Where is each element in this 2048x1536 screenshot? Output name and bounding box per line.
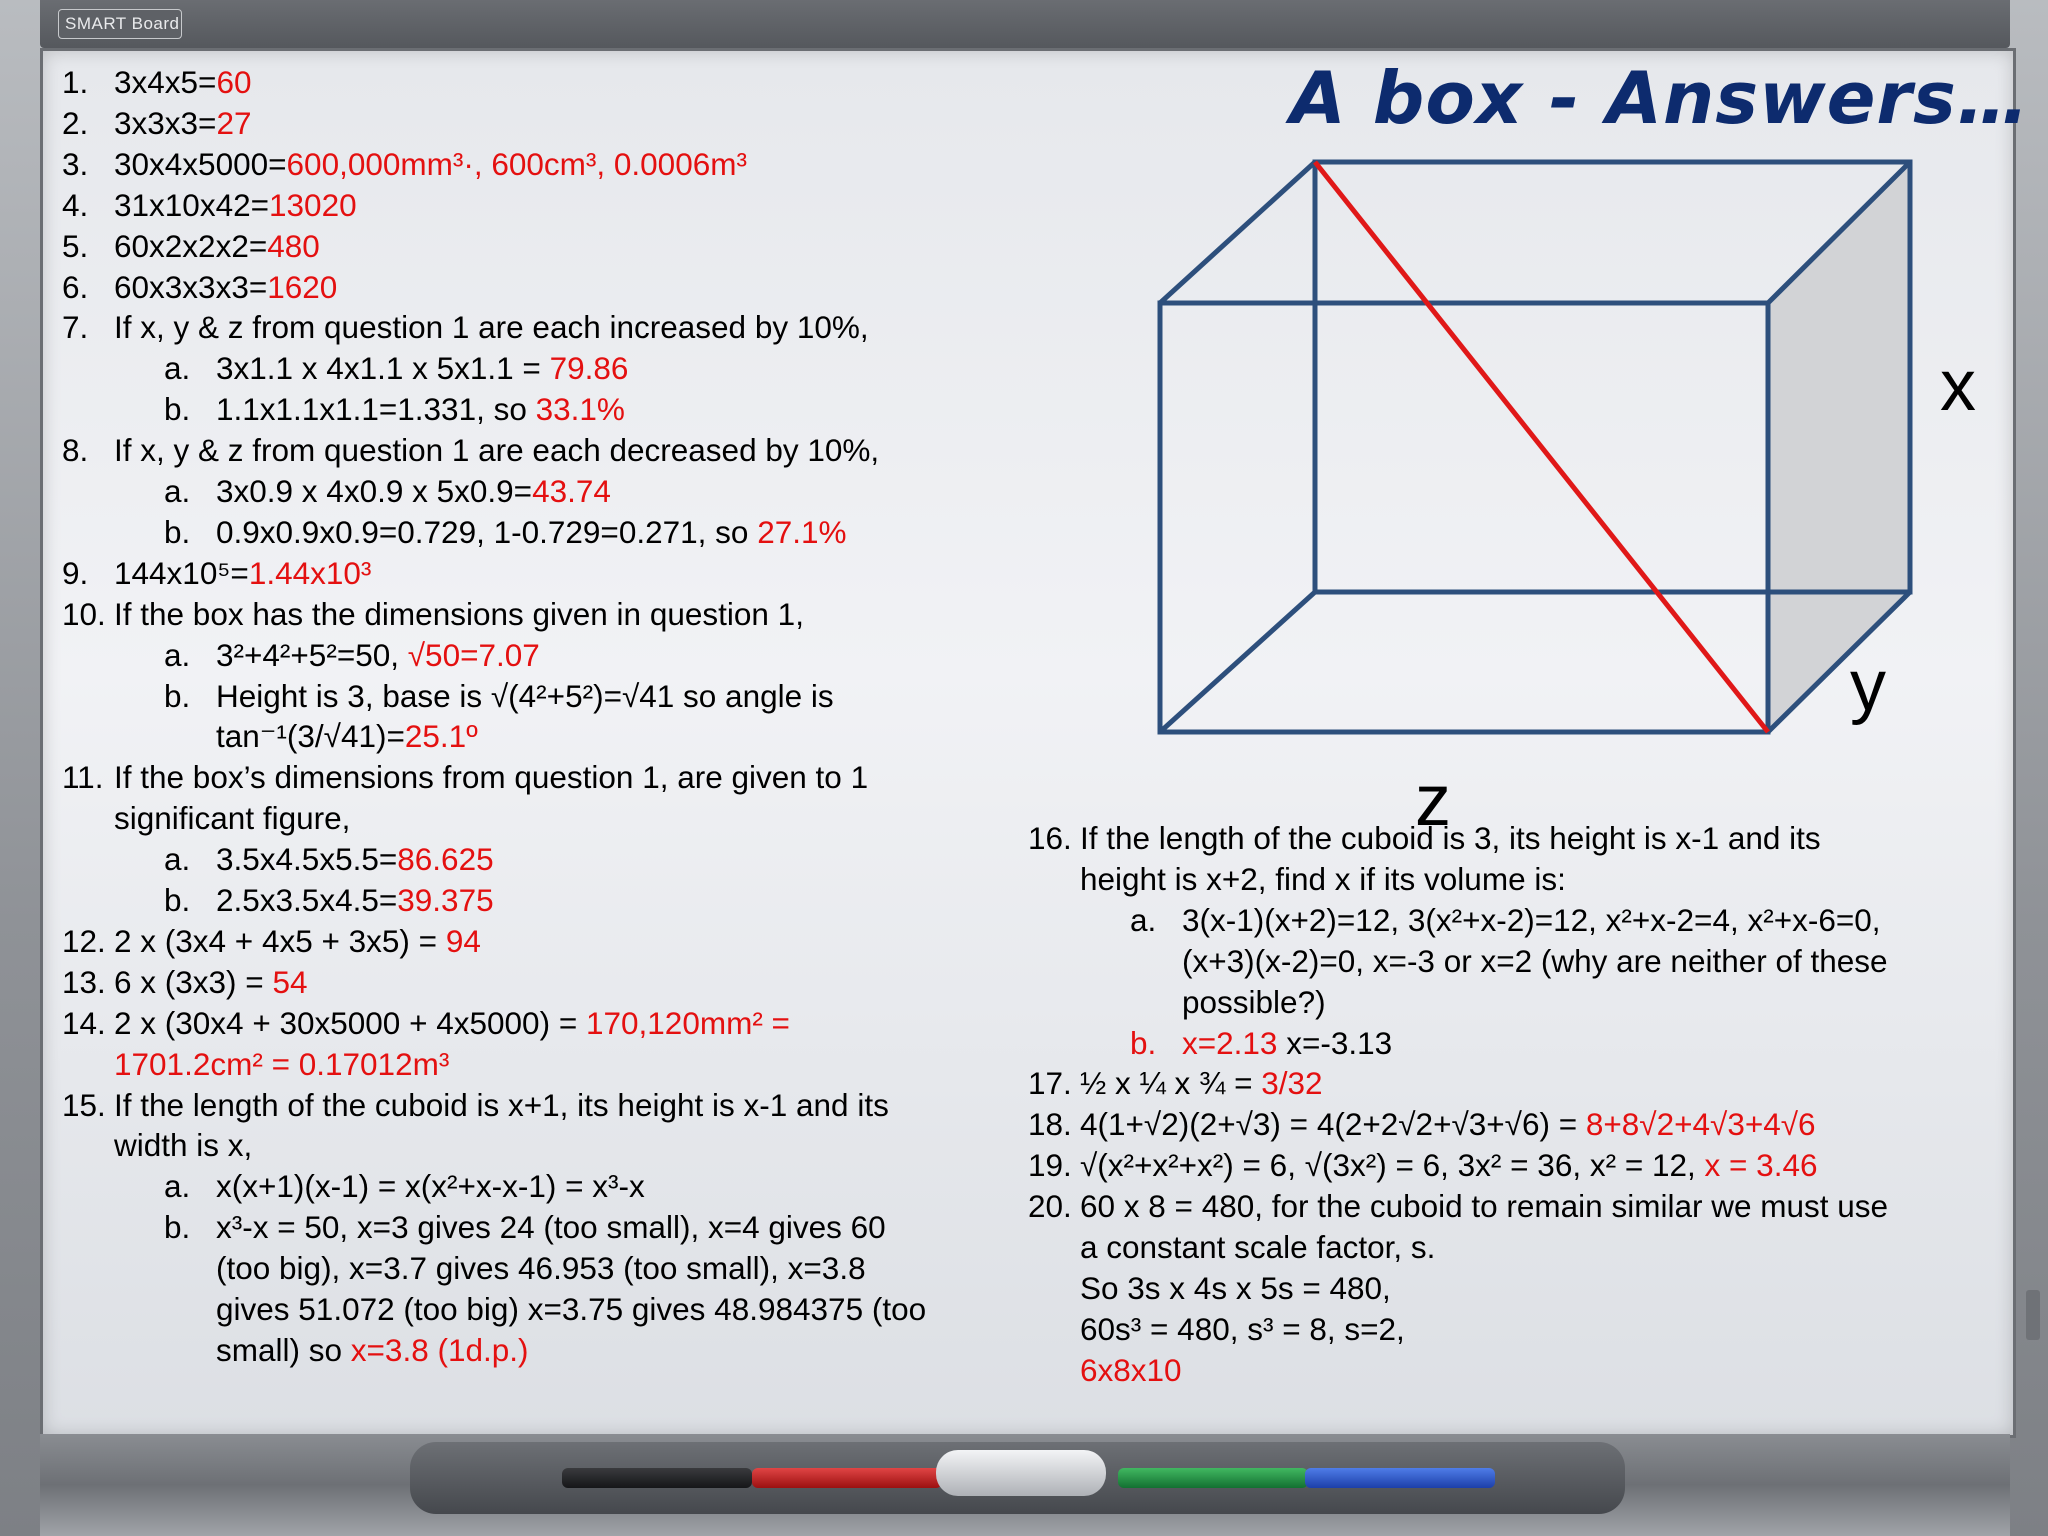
item-text xyxy=(114,553,371,593)
item-question: x(x+1)(x-1) = x(x²+x-x-1) = x³-x xyxy=(216,1168,645,1205)
item-text xyxy=(114,1003,790,1043)
item-answer: 60 xyxy=(216,64,252,100)
item-text xyxy=(114,62,252,102)
item-number: b. xyxy=(164,677,191,714)
item-question: tan⁻¹(3/√41)= xyxy=(216,718,405,755)
item-answer: 39.375 xyxy=(397,882,494,918)
item-text xyxy=(1080,1350,1182,1390)
item-question: 2 x (3x4 + 4x5 + 3x5) = xyxy=(114,922,446,959)
item-answer: 54 xyxy=(272,963,308,1000)
item-answer: 25.1º xyxy=(404,718,478,755)
item-number: 14. xyxy=(62,1004,106,1041)
item-text xyxy=(1080,1104,1816,1144)
item-answer: 170,120mm² = xyxy=(585,1004,790,1041)
item-question: If the box’s dimensions from question 1, are given to 1 xyxy=(114,759,869,796)
item-text xyxy=(216,1330,529,1370)
item-question: Height is 3, base is √(4²+5²)=√41 so angle is xyxy=(216,677,834,714)
item-number: 4. xyxy=(62,186,89,223)
item-question: If the length of the cuboid is 3, its height is x-1 and its xyxy=(1080,820,1821,856)
item-number: 17. xyxy=(1028,1065,1072,1102)
item-number: 20. xyxy=(1028,1188,1072,1225)
item-question: ½ x ¼ x ¾ = xyxy=(1080,1065,1262,1102)
item-answer: 27.1% xyxy=(757,513,847,550)
item-text xyxy=(216,512,847,552)
item-text xyxy=(216,1289,926,1329)
item-number: 7. xyxy=(62,309,89,346)
item-question: So 3s x 4s x 5s = 480, xyxy=(1080,1269,1391,1306)
item-question: significant figure, xyxy=(114,800,351,837)
item-answer: √50=7.07 xyxy=(407,636,540,673)
item-answer: x = 3.46 xyxy=(1704,1147,1818,1184)
item-text xyxy=(1080,1227,1435,1267)
item-answer: 27 xyxy=(216,104,252,141)
item-number: 1. xyxy=(62,64,89,100)
item-question: 60x2x2x2= xyxy=(114,227,268,264)
item-question: If the length of the cuboid is x+1, its height is x-1 and its xyxy=(114,1086,889,1123)
item-number: a. xyxy=(164,841,191,878)
item-question: If x, y & z from question 1 are each increased by 10%, xyxy=(114,309,869,346)
item-number: b. xyxy=(164,513,191,550)
item-text xyxy=(216,1248,866,1288)
item-text xyxy=(216,880,494,920)
item-text xyxy=(114,226,320,266)
item-answer: 33.1% xyxy=(535,391,625,428)
item-number: 3. xyxy=(62,145,89,182)
item-question: 1.1x1.1x1.1=1.331, so xyxy=(216,391,536,428)
item-number: 15. xyxy=(62,1086,106,1123)
item-question: If the box has the dimensions given in question 1, xyxy=(114,595,804,632)
item-question: 60s³ = 480, s³ = 8, s=2, xyxy=(1080,1310,1405,1347)
item-answer: 6x8x10 xyxy=(1080,1351,1182,1388)
item-question: a constant scale factor, s. xyxy=(1080,1229,1436,1265)
item-text xyxy=(114,1125,252,1165)
cuboid-right-face xyxy=(1768,162,1910,732)
item-question: 3(x-1)(x+2)=12, 3(x²+x-2)=12, x²+x-2=4, x²+x-6=0, xyxy=(1182,901,1881,938)
item-answer: 1701.2cm² = 0.17012m³ xyxy=(114,1045,450,1082)
item-text xyxy=(1080,1145,1818,1185)
item-number: b. xyxy=(164,1209,191,1246)
item-answer: 86.625 xyxy=(397,841,494,878)
item-number: 5. xyxy=(62,227,89,264)
cuboid-edge xyxy=(1160,592,1315,732)
cuboid-diagram xyxy=(1140,150,1940,750)
item-number: 8. xyxy=(62,432,89,469)
item-answer: x=2.13 xyxy=(1182,1024,1278,1061)
item-text xyxy=(1182,1023,1392,1063)
item-text xyxy=(114,185,357,225)
item-question: (too big), x=3.7 gives 46.953 (too small), x=3.8 xyxy=(216,1250,866,1287)
item-text xyxy=(114,1044,449,1084)
item-text xyxy=(1182,900,1881,940)
item-number: 16. xyxy=(1028,820,1072,856)
item-question: 6 x (3x3) = xyxy=(114,963,273,1000)
item-number: 2. xyxy=(62,104,89,141)
cuboid-front-face xyxy=(1160,303,1768,732)
item-extra: x=-3.13 xyxy=(1277,1024,1393,1061)
axis-label-z: z xyxy=(1415,761,1451,841)
item-question: gives 51.072 (too big) x=3.75 gives 48.984375 (too xyxy=(216,1291,927,1327)
brand-label: SMART Board xyxy=(65,14,180,33)
item-question: 31x10x42= xyxy=(114,186,270,223)
item-text xyxy=(216,1207,886,1247)
item-question: 3.5x4.5x5.5= xyxy=(216,841,398,878)
item-answer: 13020 xyxy=(269,186,357,223)
red-pen[interactable] xyxy=(752,1468,942,1488)
item-number: a. xyxy=(164,350,191,387)
item-answer: 94 xyxy=(445,922,481,959)
item-question: 3x4x5= xyxy=(114,64,217,100)
item-number: a. xyxy=(1130,901,1157,938)
item-number: 9. xyxy=(62,554,89,591)
item-question: 4(1+√2)(2+√3) = 4(2+2√2+√3+√6) = xyxy=(1080,1106,1586,1143)
item-number: 11. xyxy=(62,759,104,796)
item-text xyxy=(1080,1268,1391,1308)
item-answer: 600,000mm³·, 600cm³, 0.0006m³ xyxy=(286,145,747,182)
item-question: 144x10⁵= xyxy=(114,554,249,591)
item-number: a. xyxy=(164,473,191,509)
item-number: 6. xyxy=(62,268,89,305)
item-text xyxy=(1080,1063,1323,1103)
item-question: height is x+2, find x if its volume is: xyxy=(1080,860,1566,897)
item-text xyxy=(114,307,869,347)
item-question: possible?) xyxy=(1182,983,1326,1020)
item-number: b. xyxy=(164,391,191,428)
cuboid-edge xyxy=(1160,162,1315,303)
item-question: width is x, xyxy=(114,1127,253,1164)
item-text xyxy=(114,267,337,307)
item-answer: 8+8√2+4√3+4√6 xyxy=(1585,1106,1816,1143)
item-number: 12. xyxy=(62,922,106,959)
item-text xyxy=(216,471,611,511)
item-question: (x+3)(x-2)=0, x=-3 or x=2 (why are neither of these xyxy=(1182,942,1888,979)
item-text xyxy=(216,716,478,756)
item-question: 3x1.1 x 4x1.1 x 5x1.1 = xyxy=(216,350,550,387)
item-text xyxy=(114,1085,889,1125)
item-number: b. xyxy=(164,882,191,918)
item-number: b. xyxy=(1130,1024,1157,1061)
item-text xyxy=(114,962,308,1002)
black-pen[interactable] xyxy=(562,1468,752,1488)
item-answer: 1.44x10³ xyxy=(248,554,372,591)
item-text xyxy=(1080,818,1821,858)
item-number: 19. xyxy=(1028,1147,1072,1184)
eraser[interactable] xyxy=(936,1450,1106,1496)
item-text xyxy=(1080,859,1566,899)
item-question: 3x3x3= xyxy=(114,104,217,141)
axis-label-y: y xyxy=(1850,646,1886,726)
item-text xyxy=(114,798,350,838)
item-question: small) so xyxy=(216,1331,351,1368)
item-question: 3²+4²+5²=50, xyxy=(216,636,408,673)
item-question: If x, y & z from question 1 are each decreased by 10%, xyxy=(114,432,880,469)
item-number: a. xyxy=(164,636,191,673)
item-answer: 1620 xyxy=(267,268,338,305)
item-text xyxy=(1080,1309,1405,1349)
item-text xyxy=(114,757,868,797)
item-text xyxy=(1182,941,1888,981)
item-answer: 43.74 xyxy=(532,473,611,509)
board-top-bar xyxy=(40,0,2010,48)
item-answer: x=3.8 (1d.p.) xyxy=(350,1331,529,1368)
item-text xyxy=(216,839,494,879)
item-answer: 480 xyxy=(267,227,320,264)
item-number: a. xyxy=(164,1168,191,1205)
item-question: 2 x (30x4 + 30x5000 + 4x5000) = xyxy=(114,1004,586,1041)
item-answer: 79.86 xyxy=(549,350,629,387)
green-pen[interactable] xyxy=(1118,1468,1308,1488)
item-question: 60 x 8 = 480, for the cuboid to remain similar we must use xyxy=(1080,1188,1889,1225)
item-question: 2.5x3.5x4.5= xyxy=(216,882,398,918)
item-number: 18. xyxy=(1028,1106,1072,1143)
item-question: 3x0.9 x 4x0.9 x 5x0.9= xyxy=(216,473,533,509)
item-text xyxy=(216,1166,645,1206)
item-text xyxy=(114,594,804,634)
smart-board-logo xyxy=(58,9,182,39)
item-text xyxy=(216,348,628,388)
item-answer: 3/32 xyxy=(1261,1065,1323,1102)
item-number: 10. xyxy=(62,595,106,632)
item-text xyxy=(1182,982,1326,1022)
item-question: 0.9x0.9x0.9=0.729, 1-0.729=0.271, so xyxy=(216,513,758,550)
space-diagonal xyxy=(1315,162,1768,732)
item-question: x³-x = 50, x=3 gives 24 (too small), x=4 gives 60 xyxy=(216,1209,886,1246)
item-text xyxy=(114,921,481,961)
item-question: 60x3x3x3= xyxy=(114,268,268,305)
page-title: A box - Answers… xyxy=(1290,56,2030,140)
item-text xyxy=(1080,1186,1888,1226)
item-text xyxy=(216,676,834,716)
item-question: √(x²+x²+x²) = 6, √(3x²) = 6, 3x² = 36, x² = 12, xyxy=(1080,1147,1705,1184)
item-text xyxy=(114,430,879,470)
blue-pen[interactable] xyxy=(1305,1468,1495,1488)
side-button[interactable] xyxy=(2026,1290,2040,1340)
item-text xyxy=(216,635,540,675)
item-question: 30x4x5000= xyxy=(114,145,287,182)
item-text xyxy=(216,389,625,429)
axis-label-x: x xyxy=(1940,346,1976,426)
item-number: 13. xyxy=(62,963,106,1000)
item-text xyxy=(114,144,747,184)
item-text xyxy=(114,103,252,143)
